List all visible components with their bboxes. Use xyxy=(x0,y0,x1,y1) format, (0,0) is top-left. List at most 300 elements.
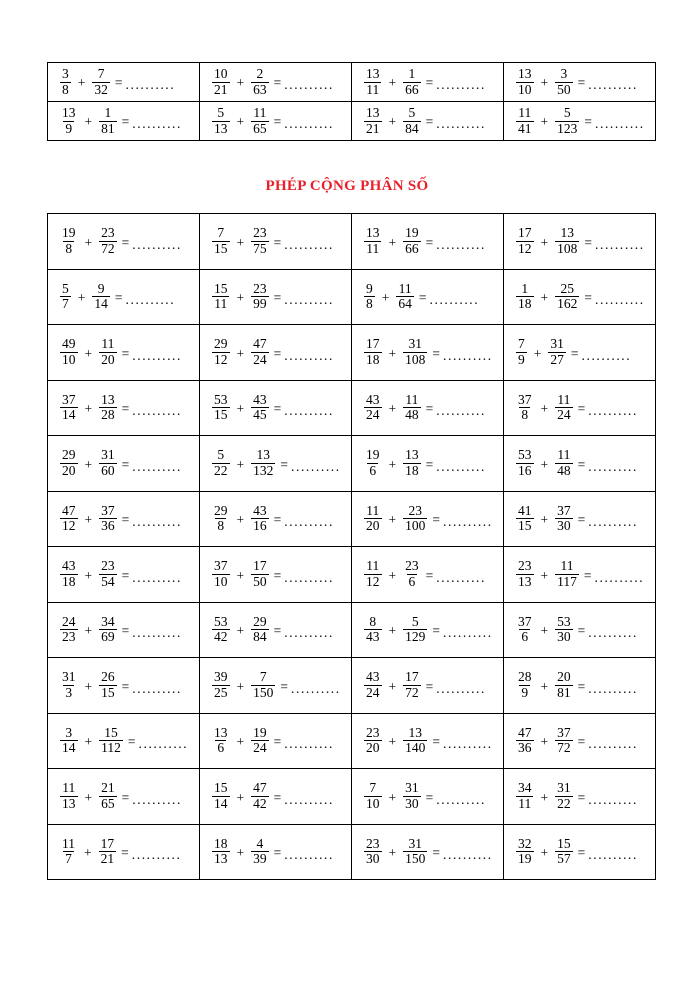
fraction-numerator: 23 xyxy=(101,558,115,574)
equals-operator: = xyxy=(425,234,434,250)
fraction-denominator: 140 xyxy=(405,740,426,756)
fraction-denominator: 108 xyxy=(557,240,578,256)
exercise-cell[interactable] xyxy=(504,713,656,769)
fraction-first xyxy=(60,393,78,423)
fraction-numerator: 31 xyxy=(408,835,422,851)
exercise-cell[interactable] xyxy=(504,325,656,381)
exercise-cell[interactable] xyxy=(352,436,504,492)
fraction-first xyxy=(516,448,534,478)
exercise-cell[interactable] xyxy=(200,214,352,270)
equals-operator: = xyxy=(273,567,282,583)
fraction-numerator: 43 xyxy=(366,669,380,685)
fraction-numerator: 10 xyxy=(214,66,228,82)
fraction-addition-expression xyxy=(504,714,655,769)
exercise-cell[interactable] xyxy=(200,63,352,102)
exercise-cell[interactable] xyxy=(352,214,504,270)
answer-blank[interactable]: .......... xyxy=(132,458,182,474)
fraction-numerator: 17 xyxy=(253,558,267,574)
fraction-denominator: 69 xyxy=(101,629,115,645)
fraction-numerator: 47 xyxy=(253,780,267,796)
fraction-addition-expression xyxy=(200,436,351,491)
exercise-cell[interactable] xyxy=(200,380,352,436)
fraction-denominator: 100 xyxy=(405,518,426,534)
fraction-first xyxy=(516,559,534,589)
fraction-denominator: 75 xyxy=(253,240,267,256)
plus-operator: + xyxy=(388,456,397,472)
exercise-row xyxy=(48,325,656,381)
fraction-addition-expression xyxy=(200,214,351,269)
fraction-numerator: 3 xyxy=(62,66,69,82)
equals-operator: = xyxy=(121,512,130,527)
exercise-row xyxy=(48,769,656,825)
exercise-cell[interactable] xyxy=(48,713,200,769)
fraction-numerator: 37 xyxy=(557,724,571,740)
answer-blank[interactable]: .......... xyxy=(588,847,638,862)
fraction-denominator: 11 xyxy=(366,81,380,97)
fraction-second xyxy=(92,282,110,312)
answer-blank[interactable]: .......... xyxy=(595,292,645,307)
fraction-denominator: 54 xyxy=(101,573,115,589)
answer-blank[interactable]: .......... xyxy=(284,736,334,751)
exercise-cell[interactable] xyxy=(48,824,200,880)
answer-blank[interactable]: .......... xyxy=(436,236,486,252)
answer-blank[interactable]: .......... xyxy=(284,292,334,307)
answer-blank[interactable]: .......... xyxy=(132,569,182,585)
exercise-cell[interactable] xyxy=(200,436,352,492)
exercise-cell[interactable] xyxy=(48,436,200,492)
plus-operator: + xyxy=(388,789,397,805)
answer-blank[interactable]: .......... xyxy=(436,569,486,585)
fraction-addition-expression xyxy=(48,714,199,769)
fraction-numerator: 7 xyxy=(369,780,377,796)
fraction-second xyxy=(403,559,421,589)
fraction-first xyxy=(364,448,382,478)
answer-blank[interactable]: .......... xyxy=(132,403,182,418)
fraction-second xyxy=(555,670,573,700)
fraction-numerator: 31 xyxy=(408,336,422,352)
exercise-cell[interactable] xyxy=(200,491,352,547)
fraction-second xyxy=(403,226,421,256)
fraction-second xyxy=(251,67,269,97)
answer-blank[interactable]: .......... xyxy=(138,736,189,751)
answer-blank[interactable]: .......... xyxy=(131,847,182,862)
answer-blank[interactable]: .......... xyxy=(132,236,182,252)
answer-blank[interactable]: .......... xyxy=(594,569,645,585)
answer-blank[interactable]: .......... xyxy=(429,292,480,307)
exercise-cell[interactable] xyxy=(352,63,504,102)
exercise-cell[interactable] xyxy=(352,547,504,603)
fraction-first xyxy=(212,448,230,478)
answer-blank[interactable]: .......... xyxy=(595,116,645,132)
fraction-denominator: 30 xyxy=(557,629,571,645)
fraction-addition-expression xyxy=(48,769,199,824)
fraction-first xyxy=(60,837,77,867)
exercise-cell[interactable] xyxy=(200,602,352,658)
answer-blank[interactable]: .......... xyxy=(132,625,182,640)
answer-blank[interactable]: .......... xyxy=(588,736,638,751)
fraction-numerator: 13 xyxy=(408,724,422,740)
fraction-numerator: 11 xyxy=(366,558,380,574)
fraction-first xyxy=(212,615,230,645)
fraction-denominator: 117 xyxy=(557,573,577,589)
exercise-cell[interactable] xyxy=(200,713,352,769)
exercise-cell[interactable] xyxy=(200,769,352,825)
answer-blank[interactable]: .......... xyxy=(443,347,493,363)
exercise-cell[interactable] xyxy=(352,380,504,436)
fraction-first xyxy=(60,67,71,97)
fraction-numerator: 1 xyxy=(104,105,112,121)
fraction-numerator: 47 xyxy=(518,724,532,740)
equals-operator: = xyxy=(577,789,586,805)
fraction-numerator: 13 xyxy=(366,225,380,241)
answer-blank[interactable]: .......... xyxy=(436,403,486,418)
fraction-first xyxy=(364,615,382,645)
exercise-cell[interactable] xyxy=(48,214,200,270)
answer-blank[interactable]: .......... xyxy=(581,347,632,363)
fraction-first xyxy=(364,781,382,811)
fraction-numerator: 3 xyxy=(560,66,568,82)
fraction-denominator: 15 xyxy=(214,407,228,423)
exercise-cell[interactable] xyxy=(504,380,656,436)
answer-blank[interactable]: .......... xyxy=(284,77,334,93)
plus-operator: + xyxy=(540,678,549,694)
exercise-cell[interactable] xyxy=(352,491,504,547)
equals-operator: = xyxy=(114,75,123,91)
fraction-first xyxy=(60,504,78,534)
equals-operator: = xyxy=(425,75,434,91)
fraction-addition-expression xyxy=(352,270,503,325)
fraction-denominator: 84 xyxy=(405,120,419,136)
fraction-denominator: 63 xyxy=(253,81,267,97)
answer-blank[interactable]: .......... xyxy=(588,514,638,529)
fraction-first xyxy=(212,337,230,367)
plus-operator: + xyxy=(236,75,245,91)
fraction-numerator: 18 xyxy=(214,835,228,851)
fraction-addition-expression xyxy=(504,825,655,880)
fraction-numerator: 11 xyxy=(366,502,380,518)
fraction-numerator: 17 xyxy=(405,669,419,685)
fraction-second xyxy=(555,837,573,867)
answer-blank[interactable]: .......... xyxy=(588,77,638,93)
exercise-cell[interactable] xyxy=(48,658,200,714)
fraction-denominator: 19 xyxy=(518,851,532,867)
fraction-second xyxy=(99,837,117,867)
fraction-first xyxy=(364,106,382,136)
answer-blank[interactable]: .......... xyxy=(125,77,176,93)
fraction-numerator: 53 xyxy=(557,613,571,629)
fraction-numerator: 31 xyxy=(550,336,564,352)
answer-blank[interactable]: .......... xyxy=(588,791,638,807)
exercise-cell[interactable] xyxy=(504,658,656,714)
exercise-cell[interactable] xyxy=(48,547,200,603)
answer-blank[interactable]: .......... xyxy=(132,514,182,529)
equals-operator: = xyxy=(432,512,440,527)
exercise-cell[interactable] xyxy=(352,269,504,325)
exercise-cell[interactable] xyxy=(352,325,504,381)
exercise-cell[interactable] xyxy=(48,769,200,825)
exercise-cell[interactable] xyxy=(352,658,504,714)
exercise-table-main-body xyxy=(48,214,656,880)
fraction-numerator: 49 xyxy=(62,336,76,352)
exercise-cell[interactable] xyxy=(504,269,656,325)
fraction-denominator: 8 xyxy=(65,240,73,256)
exercise-cell[interactable] xyxy=(48,63,200,102)
fraction-denominator: 81 xyxy=(557,684,571,700)
fraction-numerator: 23 xyxy=(408,502,422,518)
fraction-first xyxy=(516,615,534,645)
fraction-denominator: 22 xyxy=(214,462,228,478)
exercise-cell[interactable] xyxy=(200,824,352,880)
exercise-cell[interactable] xyxy=(48,380,200,436)
fraction-denominator: 48 xyxy=(405,407,419,423)
fraction-numerator: 29 xyxy=(214,336,228,352)
fraction-denominator: 9 xyxy=(518,351,525,367)
fraction-second xyxy=(99,670,117,700)
answer-blank[interactable]: .......... xyxy=(588,403,638,418)
fraction-denominator: 150 xyxy=(405,851,426,867)
exercise-cell[interactable] xyxy=(504,769,656,825)
exercise-cell[interactable] xyxy=(200,325,352,381)
exercise-cell[interactable] xyxy=(200,269,352,325)
plus-operator: + xyxy=(388,75,397,91)
exercise-cell[interactable] xyxy=(352,824,504,880)
fraction-addition-expression xyxy=(504,547,655,602)
fraction-numerator: 53 xyxy=(214,613,228,629)
fraction-numerator: 7 xyxy=(217,225,225,241)
fraction-first xyxy=(60,726,78,756)
exercise-cell[interactable] xyxy=(352,713,504,769)
fraction-first xyxy=(212,781,230,811)
fraction-numerator: 11 xyxy=(557,391,571,407)
plus-operator: + xyxy=(236,623,245,638)
fraction-denominator: 43 xyxy=(366,629,380,645)
fraction-numerator: 11 xyxy=(62,835,75,851)
fraction-numerator: 11 xyxy=(398,280,412,296)
fraction-second xyxy=(251,670,275,700)
fraction-first xyxy=(60,106,78,136)
fraction-addition-expression xyxy=(200,547,351,602)
plus-operator: + xyxy=(236,401,245,416)
plus-operator: + xyxy=(540,512,549,527)
fraction-first xyxy=(516,67,534,97)
exercise-cell[interactable] xyxy=(352,102,504,141)
plus-operator: + xyxy=(236,114,245,130)
answer-blank[interactable]: .......... xyxy=(132,116,182,132)
fraction-denominator: 11 xyxy=(366,240,380,256)
equals-operator: = xyxy=(273,75,282,91)
answer-blank[interactable]: .......... xyxy=(284,514,334,529)
fraction-addition-expression xyxy=(48,214,199,269)
exercise-cell[interactable] xyxy=(200,102,352,141)
fraction-denominator: 42 xyxy=(253,795,267,811)
answer-blank[interactable]: .......... xyxy=(284,236,334,252)
answer-blank[interactable]: .......... xyxy=(284,847,334,862)
fraction-addition-expression xyxy=(504,63,655,101)
equals-operator: = xyxy=(273,623,282,638)
exercise-cell[interactable] xyxy=(504,214,656,270)
exercise-row xyxy=(48,436,656,492)
plus-operator: + xyxy=(84,623,93,638)
plus-operator: + xyxy=(540,734,549,749)
fraction-denominator: 15 xyxy=(518,518,532,534)
fraction-numerator: 28 xyxy=(518,669,532,685)
fraction-first xyxy=(516,726,534,756)
fraction-numerator: 23 xyxy=(253,280,267,296)
fraction-numerator: 43 xyxy=(253,502,267,518)
answer-blank[interactable]: .......... xyxy=(436,77,486,93)
plus-operator: + xyxy=(540,567,549,583)
answer-blank[interactable]: .......... xyxy=(595,236,645,252)
answer-blank[interactable]: .......... xyxy=(443,736,493,751)
fraction-numerator: 13 xyxy=(518,66,532,82)
fraction-denominator: 21 xyxy=(366,120,380,136)
fraction-numerator: 17 xyxy=(100,835,115,851)
answer-blank[interactable]: .......... xyxy=(588,625,638,640)
fraction-denominator: 24 xyxy=(253,351,267,367)
equals-operator: = xyxy=(280,678,288,694)
fraction-numerator: 5 xyxy=(62,280,69,296)
fraction-addition-expression xyxy=(200,658,351,713)
fraction-denominator: 10 xyxy=(518,81,532,97)
exercise-row xyxy=(48,102,656,141)
fraction-first xyxy=(212,559,230,589)
fraction-first xyxy=(212,726,230,756)
fraction-denominator: 6 xyxy=(217,740,225,756)
exercise-cell[interactable] xyxy=(504,824,656,880)
exercise-cell[interactable] xyxy=(352,602,504,658)
fraction-addition-expression xyxy=(352,381,503,436)
exercise-cell[interactable] xyxy=(352,769,504,825)
fraction-denominator: 16 xyxy=(518,462,532,478)
exercise-cell[interactable] xyxy=(504,102,656,141)
answer-blank[interactable]: .......... xyxy=(436,458,486,474)
fraction-addition-expression xyxy=(352,658,503,713)
answer-blank[interactable]: .......... xyxy=(443,514,493,529)
fraction-second xyxy=(251,837,269,867)
answer-blank[interactable]: .......... xyxy=(436,116,486,132)
answer-blank[interactable]: .......... xyxy=(132,347,182,363)
fraction-denominator: 14 xyxy=(62,740,76,756)
exercise-cell[interactable] xyxy=(48,269,200,325)
fraction-addition-expression xyxy=(48,436,199,491)
exercise-cell[interactable] xyxy=(504,602,656,658)
fraction-denominator: 24 xyxy=(366,407,380,423)
answer-blank[interactable]: .......... xyxy=(284,347,334,363)
exercise-row xyxy=(48,713,656,769)
fraction-numerator: 43 xyxy=(366,391,380,407)
fraction-denominator: 16 xyxy=(253,518,267,534)
exercise-cell[interactable] xyxy=(504,63,656,102)
answer-blank[interactable]: .......... xyxy=(284,625,334,640)
answer-blank[interactable]: .......... xyxy=(284,403,334,418)
fraction-numerator: 19 xyxy=(405,225,419,241)
plus-operator: + xyxy=(388,845,397,860)
fraction-second xyxy=(251,226,269,256)
exercise-cell[interactable] xyxy=(48,491,200,547)
equals-operator: = xyxy=(577,678,586,694)
answer-blank[interactable]: .......... xyxy=(291,680,341,696)
fraction-addition-expression xyxy=(200,270,351,325)
answer-blank[interactable]: .......... xyxy=(132,791,182,807)
plus-operator: + xyxy=(388,678,397,694)
answer-blank[interactable]: .......... xyxy=(588,680,638,696)
fraction-denominator: 10 xyxy=(214,573,228,589)
fraction-numerator: 8 xyxy=(369,613,377,629)
exercise-cell[interactable] xyxy=(48,102,200,141)
fraction-addition-expression xyxy=(48,270,199,325)
fraction-first xyxy=(516,504,534,534)
answer-blank[interactable]: .......... xyxy=(284,569,334,585)
plus-operator: + xyxy=(84,567,93,583)
fraction-denominator: 30 xyxy=(366,851,380,867)
exercise-cell[interactable] xyxy=(48,325,200,381)
fraction-addition-expression xyxy=(48,547,199,602)
equals-operator: = xyxy=(570,345,579,361)
fraction-first xyxy=(364,393,382,423)
fraction-denominator: 27 xyxy=(550,351,564,367)
fraction-denominator: 30 xyxy=(405,795,419,811)
answer-blank[interactable]: .......... xyxy=(436,791,486,807)
plus-operator: + xyxy=(540,456,549,472)
answer-blank[interactable]: .......... xyxy=(284,116,334,132)
plus-operator: + xyxy=(388,734,397,749)
fraction-denominator: 22 xyxy=(557,795,571,811)
exercise-cell[interactable] xyxy=(504,436,656,492)
exercise-row xyxy=(48,269,656,325)
fraction-denominator: 48 xyxy=(557,462,571,478)
fraction-addition-expression xyxy=(504,436,655,491)
fraction-denominator: 21 xyxy=(100,851,115,867)
answer-blank[interactable]: .......... xyxy=(436,680,486,696)
fraction-second xyxy=(403,393,421,423)
answer-blank[interactable]: .......... xyxy=(588,458,638,474)
fraction-numerator: 34 xyxy=(518,780,532,796)
fraction-denominator: 32 xyxy=(94,81,108,97)
fraction-numerator: 47 xyxy=(253,336,267,352)
fraction-second xyxy=(251,504,269,534)
answer-blank[interactable]: .......... xyxy=(291,458,341,474)
fraction-second xyxy=(555,781,573,811)
exercise-cell[interactable] xyxy=(200,547,352,603)
fraction-addition-expression xyxy=(352,436,503,491)
answer-blank[interactable]: .......... xyxy=(125,292,176,307)
fraction-first xyxy=(60,670,78,700)
fraction-denominator: 10 xyxy=(366,795,380,811)
exercise-cell[interactable] xyxy=(200,658,352,714)
answer-blank[interactable]: .......... xyxy=(443,847,493,862)
fraction-denominator: 3 xyxy=(65,684,73,700)
fraction-addition-expression xyxy=(200,381,351,436)
exercise-row xyxy=(48,380,656,436)
answer-blank[interactable]: .......... xyxy=(132,680,182,696)
fraction-first xyxy=(364,837,382,867)
exercise-table-top-body xyxy=(48,63,656,141)
fraction-denominator: 18 xyxy=(62,573,76,589)
equals-operator: = xyxy=(577,623,586,638)
fraction-denominator: 65 xyxy=(253,120,267,136)
fraction-second xyxy=(251,282,269,312)
equals-operator: = xyxy=(425,456,434,472)
fraction-second xyxy=(99,615,117,645)
fraction-numerator: 15 xyxy=(214,780,228,796)
exercise-cell[interactable] xyxy=(48,602,200,658)
exercise-table-top xyxy=(47,62,656,141)
exercise-cell[interactable] xyxy=(504,491,656,547)
exercise-cell[interactable] xyxy=(504,547,656,603)
answer-blank[interactable]: .......... xyxy=(443,625,493,640)
answer-blank[interactable]: .......... xyxy=(284,791,334,807)
fraction-numerator: 19 xyxy=(253,724,267,740)
